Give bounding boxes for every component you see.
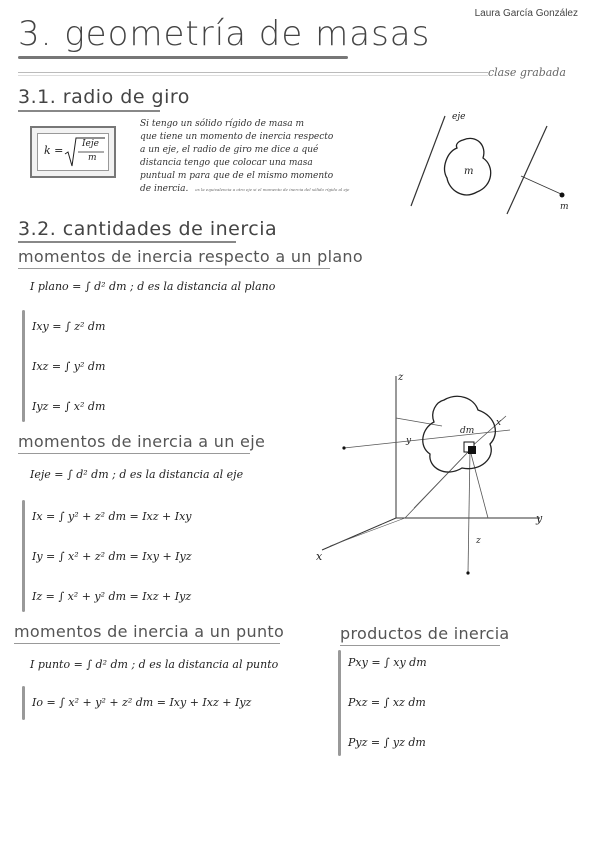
x-axis-label: x: [316, 550, 323, 563]
section-heading-radio-giro: 3.1. radio de giro: [18, 86, 190, 108]
y-distance-label: y: [406, 436, 412, 446]
plane-inertia-definition: I plano = ∫ d² dm ; d es la distancia al plano: [30, 280, 276, 293]
z-distance-label: z: [476, 536, 481, 546]
subheading-underline: [14, 643, 280, 644]
note-line: de inercia.: [140, 184, 189, 194]
note-line: a un eje, el radio de giro me dice a qué: [140, 145, 319, 155]
formula-pyz: Pyz = ∫ yz dm: [348, 736, 426, 749]
recorded-class-note: clase grabada: [488, 66, 566, 79]
title-underline: [18, 56, 348, 59]
formula-iyz: Iyz = ∫ x² dm: [32, 400, 106, 413]
subheading-underline: [18, 453, 250, 454]
radius-formula-box: [30, 126, 116, 178]
subheading-underline: [18, 268, 330, 269]
radius-explanation: [140, 118, 390, 196]
note-line: Si tengo un sólido rígido de masa m: [140, 119, 305, 129]
dm-label: dm: [460, 426, 475, 436]
subheading-punto: momentos de inercia a un punto: [14, 622, 285, 641]
subheading-productos: productos de inercia: [340, 624, 510, 643]
radius-formula-inner: [37, 133, 109, 171]
point-inertia-definition: I punto = ∫ d² dm ; d es la distancia al punto: [30, 658, 279, 671]
radius-gyration-figure: [405, 108, 585, 218]
z-axis-top-label: z: [398, 372, 404, 383]
body-mass-label: m: [464, 166, 474, 177]
section-underline: [18, 241, 236, 243]
note-line: puntual m para que de el mismo momento: [140, 171, 334, 181]
note-line: distancia tengo que colocar una masa: [140, 158, 313, 168]
note-line: que tiene un momento de inercia respecto: [140, 132, 334, 142]
section-heading-cantidades: 3.2. cantidades de inercia: [18, 218, 278, 240]
axes-figure: [310, 368, 560, 578]
axis-inertia-definition: Ieje = ∫ d² dm ; d es la distancia al eje: [30, 468, 244, 481]
formula-ixy: Ixy = ∫ z² dm: [32, 320, 106, 333]
formula-pxy: Pxy = ∫ xy dm: [348, 656, 427, 669]
header-divider-shadow: [18, 75, 488, 76]
formula-ixz: Ixz = ∫ y² dm: [32, 360, 106, 373]
subheading-underline: [340, 645, 500, 646]
subheading-eje: momentos de inercia a un eje: [18, 432, 266, 451]
formula-numerator: Ieje: [82, 139, 99, 149]
x-distance-label: x: [496, 418, 502, 428]
note-tiny-annotation: es la equivalencia a otro eje si el momento de inercia del sólido rígido al eje: [195, 187, 350, 192]
section-underline: [18, 110, 160, 112]
point-mass-label: m: [560, 202, 569, 212]
formula-bar: [338, 650, 341, 756]
page-title: 3. geometría de masas: [18, 14, 431, 54]
formula-iz: Iz = ∫ x² + y² dm = Ixz + Iyz: [32, 590, 192, 603]
formula-iy: Iy = ∫ x² + z² dm = Ixy + Iyz: [32, 550, 192, 563]
formula-bar: [22, 310, 25, 422]
formula-pxz: Pxz = ∫ xz dm: [348, 696, 426, 709]
y-axis-label: y: [536, 512, 543, 525]
formula-k-label: k =: [44, 144, 64, 157]
header-divider: [18, 72, 488, 73]
subheading-plano: momentos de inercia respecto a un plano: [18, 247, 363, 266]
formula-bar: [22, 500, 25, 612]
author-name: Laura García González: [474, 8, 578, 19]
formula-ix: Ix = ∫ y² + z² dm = Ixz + Ixy: [32, 510, 192, 523]
formula-io: Io = ∫ x² + y² + z² dm = Ixy + Ixz + Iyz: [32, 696, 252, 709]
eje-label: eje: [452, 112, 466, 122]
formula-denominator: m: [88, 153, 97, 163]
formula-bar: [22, 686, 25, 720]
